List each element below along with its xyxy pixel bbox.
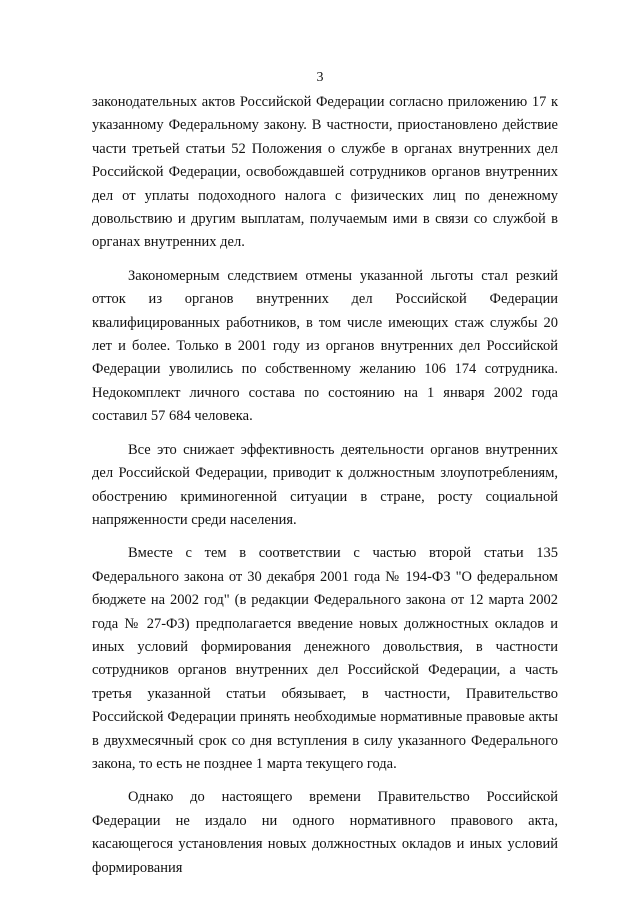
paragraph-4: Вместе с тем в соответствии с частью второй статьи 135 Федерального закона от 30 декабря 2001 года № 194-ФЗ "О федеральном бюджете на 2002 год" (в редакции Федерального закона от 12 марта 2002 года № 27-ФЗ) предполагается введение новых должностных окладов и иных условий формирования денежного довольствия, в частности сотрудников органов внутренних дел Российской Федерации, а часть третья указанной статьи обязывает, в частности, Правительство Российской Федерации принять необходимые нормативные правовые акты в двухмесячный срок со дня вступления в силу указанного Федерального закона, то есть не позднее 1 марта текущего года. [92, 545, 558, 772]
paragraph-5: Однако до настоящего времени Правительство Российской Федерации не издало ни одного нормативного правового акта, касающегося установления новых должностных окладов и иных условий формирования [92, 789, 558, 876]
paragraph-2: Закономерным следствием отмены указанной льготы стал резкий отток из органов внутренних дел Российской Федерации квалифицированных работников, в том числе имеющих стаж службы 20 лет и более. Только в 2001 году из органов внутренних дел Российской Федерации уволились по собственному желанию 106 174 сотрудника. Недокомплект личного состава по состоянию на 1 января 2002 года составил 57 684 человека. [92, 267, 558, 425]
paragraph-3: Все это снижает эффективность деятельности органов внутренних дел Российской Федерации, приводит к должностным злоупотреблениям, обострению криминогенной ситуации в стране, росту социальной напряженности среди населения. [92, 441, 558, 528]
paragraph-1: законодательных актов Российской Федерации согласно приложению 17 к указанному Федеральному закону. В частности, приостановлено действие части третьей статьи 52 Положения о службе в органах внутренних дел Российской Федерации, освобождавшей сотрудников органов внутренних дел от уплаты подоходного налога с физических лиц по денежному довольствию и другим выплатам, получаемым ими в связи со службой в органах внутренних дел. [92, 94, 558, 251]
body-text [92, 91, 558, 890]
page-number: 3 [316, 70, 324, 85]
